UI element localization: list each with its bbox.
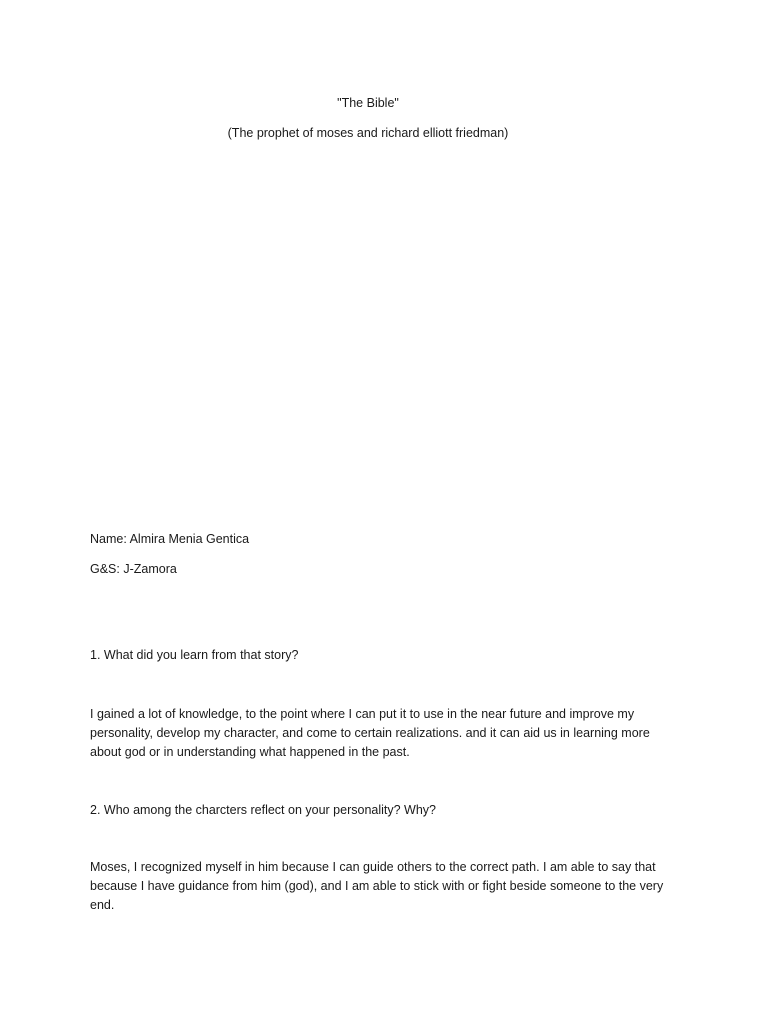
student-name: Name: Almira Menia Gentica: [90, 532, 250, 546]
answer-1: [90, 705, 690, 762]
answer-1-line: about god or in understanding what happened in the past.: [90, 745, 410, 759]
question-1: 1. What did you learn from that story?: [90, 648, 299, 662]
grade-section: G&S: J-Zamora: [90, 562, 177, 576]
document-subtitle: (The prophet of moses and richard elliott friedman): [227, 126, 509, 140]
document-title: "The Bible": [337, 96, 399, 110]
answer-2-line: Moses, I recognized myself in him because I can guide others to the correct path. I am able to say that: [90, 860, 656, 874]
answer-2: [90, 858, 690, 915]
answer-1-line: I gained a lot of knowledge, to the point where I can put it to use in the near future and improve my: [90, 707, 635, 721]
answer-1-line: personality, develop my character, and come to certain realizations. and it can aid us in learning more: [90, 726, 650, 740]
answer-2-line: end.: [90, 898, 115, 912]
question-2: 2. Who among the charcters reflect on your personality? Why?: [90, 803, 436, 817]
answer-2-line: because I have guidance from him (god), and I am able to stick with or fight beside someone to the very: [90, 879, 664, 893]
